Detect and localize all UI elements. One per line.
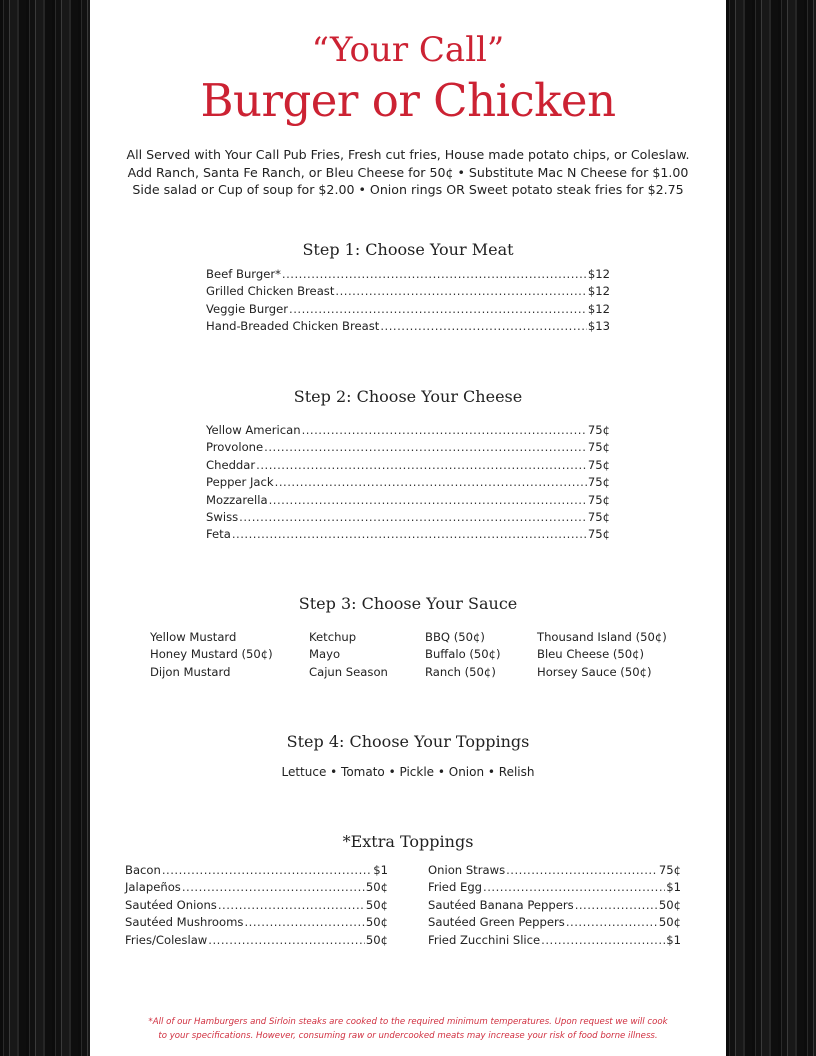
sauce-option: Bleu Cheese (50¢) xyxy=(537,647,645,662)
item-price: 50¢ xyxy=(365,932,388,947)
leader-dots xyxy=(541,932,665,949)
sauce-option: Buffalo (50¢) xyxy=(425,647,501,662)
leader-dots xyxy=(335,283,586,300)
item-name: Swiss xyxy=(206,510,239,525)
menu-item-row xyxy=(125,879,388,896)
cheese-list xyxy=(206,422,610,544)
item-name: Fried Zucchini Slice xyxy=(428,932,541,947)
item-price: 75¢ xyxy=(587,527,610,542)
item-price: 50¢ xyxy=(658,897,681,912)
leader-dots xyxy=(506,862,658,879)
title-line-1: “Your Call” xyxy=(311,30,505,70)
leader-dots xyxy=(264,439,587,456)
item-price: 75¢ xyxy=(587,423,610,437)
menu-item-row xyxy=(125,862,388,879)
sauce-col-2 xyxy=(309,629,388,681)
leader-dots xyxy=(380,318,587,335)
item-price: $12 xyxy=(587,267,610,281)
disclaimer-line: *All of our Hamburgers and Sirloin steaks are cooked to the required minimum temperatures. Upon request we will cook xyxy=(148,1017,668,1027)
menu-item-row xyxy=(428,879,681,896)
item-name: Provolone xyxy=(206,440,264,455)
leader-dots xyxy=(575,897,658,914)
leader-dots xyxy=(208,932,365,949)
item-price: $12 xyxy=(587,301,610,316)
intro-line: Add Ranch, Santa Fe Ranch, or Bleu Cheese for 50¢ • Substitute Mac N Cheese for $1.00 xyxy=(127,164,689,180)
item-price: $12 xyxy=(587,284,610,299)
sauce-option: Horsey Sauce (50¢) xyxy=(537,664,652,679)
menu-item-row xyxy=(206,422,610,439)
item-name: Yellow American xyxy=(206,423,301,437)
item-price: 50¢ xyxy=(365,897,388,912)
item-name: Bacon xyxy=(125,863,161,877)
menu-item-row xyxy=(206,266,610,283)
sauce-col-1 xyxy=(150,629,273,681)
item-name: Grilled Chicken Breast xyxy=(206,284,335,299)
sauce-option: Cajun Season xyxy=(309,664,388,679)
leader-dots xyxy=(302,422,587,439)
meat-list xyxy=(206,266,610,336)
extras-left-list xyxy=(125,862,388,949)
item-name: Fries/Coleslaw xyxy=(125,932,208,947)
sauce-option: Dijon Mustard xyxy=(150,664,231,679)
sauce-col-4 xyxy=(537,629,667,681)
item-name: Veggie Burger xyxy=(206,301,289,316)
item-name: Fried Egg xyxy=(428,880,483,895)
menu-page xyxy=(90,0,726,1056)
item-price: $1 xyxy=(666,932,681,947)
leader-dots xyxy=(239,509,587,526)
item-name: Sautéed Onions xyxy=(125,897,217,912)
menu-item-row xyxy=(428,932,681,949)
intro-line: Side salad or Cup of soup for $2.00 • Onion rings OR Sweet potato steak fries for $2.75 xyxy=(132,182,684,197)
item-price: 75¢ xyxy=(587,492,610,507)
sauce-option: Ketchup xyxy=(309,630,357,644)
item-name: Hand-Breaded Chicken Breast xyxy=(206,319,380,334)
leader-dots xyxy=(218,897,365,914)
item-name: Mozzarella xyxy=(206,492,268,507)
sauce-option: Honey Mustard (50¢) xyxy=(150,647,273,662)
step1-title: Step 1: Choose Your Meat xyxy=(302,240,514,259)
item-name: Sautéed Banana Peppers xyxy=(428,897,574,912)
item-name: Sautéed Green Peppers xyxy=(428,915,565,930)
leader-dots xyxy=(182,879,365,896)
menu-item-row xyxy=(206,283,610,300)
item-price: $13 xyxy=(587,319,610,334)
leader-dots xyxy=(269,492,587,509)
leader-dots xyxy=(282,266,587,283)
menu-item-row xyxy=(428,862,681,879)
menu-item-row xyxy=(206,492,610,509)
menu-item-row xyxy=(206,301,610,318)
item-price: 50¢ xyxy=(365,915,388,930)
menu-item-row xyxy=(125,932,388,949)
wood-background-right xyxy=(726,0,816,1056)
item-name: Feta xyxy=(206,527,231,542)
sauce-option: Mayo xyxy=(309,647,341,662)
menu-item-row xyxy=(206,509,610,526)
intro-text xyxy=(90,146,726,199)
step4-title: Step 4: Choose Your Toppings xyxy=(286,732,530,751)
menu-item-row xyxy=(206,318,610,335)
leader-dots xyxy=(232,526,587,543)
item-name: Onion Straws xyxy=(428,863,506,877)
toppings-list: Lettuce • Tomato • Pickle • Onion • Relish xyxy=(281,765,535,779)
title-line-2: Burger or Chicken xyxy=(200,74,616,127)
step3-title: Step 3: Choose Your Sauce xyxy=(298,594,518,613)
leader-dots xyxy=(566,914,658,931)
sauce-option: Thousand Island (50¢) xyxy=(537,630,667,644)
item-name: Cheddar xyxy=(206,457,256,472)
sauce-option: BBQ (50¢) xyxy=(425,630,485,644)
menu-item-row xyxy=(125,914,388,931)
leader-dots xyxy=(256,457,587,474)
wood-background-left xyxy=(0,0,90,1056)
intro-line: All Served with Your Call Pub Fries, Fresh cut fries, House made potato chips, or Coleslaw. xyxy=(126,147,690,162)
extras-title: *Extra Toppings xyxy=(342,832,474,851)
disclaimer-line: to your specifications. However, consuming raw or undercooked meats may increase your risk of food borne illness. xyxy=(158,1030,658,1041)
sauce-option: Ranch (50¢) xyxy=(425,664,496,679)
item-price: 75¢ xyxy=(658,863,681,877)
item-price: 75¢ xyxy=(587,510,610,525)
leader-dots xyxy=(162,862,372,879)
menu-item-row xyxy=(428,914,681,931)
item-price: 75¢ xyxy=(587,457,610,472)
menu-item-row xyxy=(206,439,610,456)
item-price: 75¢ xyxy=(587,475,610,490)
menu-item-row xyxy=(206,457,610,474)
item-price: 50¢ xyxy=(365,880,388,895)
leader-dots xyxy=(275,474,587,491)
leader-dots xyxy=(244,914,364,931)
leader-dots xyxy=(289,301,587,318)
item-name: Sautéed Mushrooms xyxy=(125,915,244,930)
step2-title: Step 2: Choose Your Cheese xyxy=(293,387,523,406)
item-name: Jalapeños xyxy=(125,880,181,895)
menu-item-row xyxy=(428,897,681,914)
menu-item-row xyxy=(206,526,610,543)
item-price: 75¢ xyxy=(587,440,610,455)
item-price: $1 xyxy=(373,863,388,877)
sauce-option: Yellow Mustard xyxy=(150,630,237,644)
extras-right-list xyxy=(428,862,681,949)
food-safety-disclaimer xyxy=(90,1016,726,1043)
leader-dots xyxy=(483,879,665,896)
item-name: Pepper Jack xyxy=(206,475,274,490)
item-price: $1 xyxy=(666,880,681,895)
menu-item-row xyxy=(125,897,388,914)
item-name: Beef Burger* xyxy=(206,267,281,281)
item-price: 50¢ xyxy=(658,915,681,930)
sauce-col-3 xyxy=(425,629,501,681)
menu-item-row xyxy=(206,474,610,491)
